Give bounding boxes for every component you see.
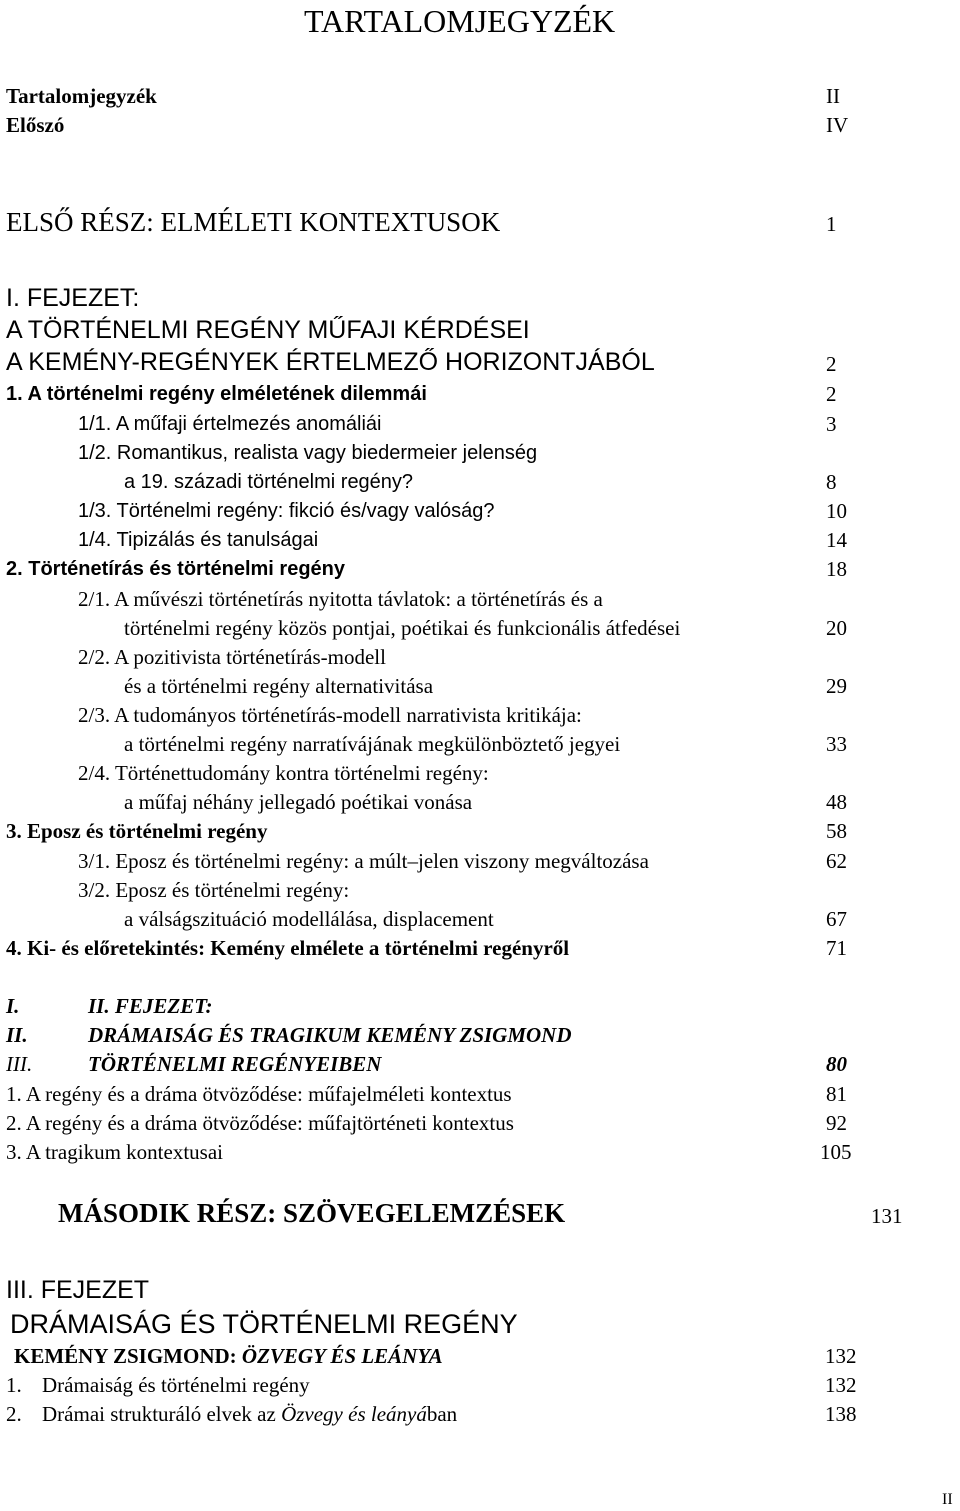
toc-subsection: 1/2. Romantikus, realista vagy biedermeier jelenség xyxy=(78,442,538,464)
toc-subsection-continuation: a történelmi regény narratívájának megkülönböztető jegyei xyxy=(124,732,621,756)
toc-page-number: 20 xyxy=(826,616,847,640)
toc-section-text: Drámai strukturáló elvek az xyxy=(42,1402,282,1426)
toc-section xyxy=(42,1404,457,1425)
page-title: TARTALOMJEGYZÉK xyxy=(304,3,616,39)
toc-subsection-continuation: a 19. századi történelmi regény? xyxy=(124,471,414,493)
chapter-heading-line: I. FEJEZET: xyxy=(6,284,140,312)
toc-subsection-continuation: és a történelmi regény alternativitása xyxy=(124,674,434,698)
chapter-heading-line: A TÖRTÉNELMI REGÉNY MŰFAJI KÉRDÉSEI xyxy=(6,316,530,344)
toc-page-number: 1 xyxy=(826,212,837,236)
toc-subsection-continuation: a válságszituáció modellálása, displacement xyxy=(124,907,494,931)
list-number: II. xyxy=(6,1023,28,1047)
toc-page-number: 8 xyxy=(826,470,837,494)
toc-section: 2. Történetírás és történelmi regény xyxy=(6,558,346,580)
list-number: 1. xyxy=(6,1373,22,1397)
chapter-heading-line: DRÁMAISÁG ÉS TRAGIKUM KEMÉNY ZSIGMOND xyxy=(88,1023,572,1047)
toc-page-number: 71 xyxy=(826,936,847,960)
toc-page-number: 67 xyxy=(826,907,847,931)
part-heading: MÁSODIK RÉSZ: SZÖVEGELEMZÉSEK xyxy=(58,1198,566,1228)
toc-page-number: 2 xyxy=(826,382,837,406)
toc-page-number: 105 xyxy=(820,1140,852,1164)
page-footer-number: II xyxy=(942,1491,953,1508)
toc-subsection: 3/1. Eposz és történelmi regény: a múlt–jelen viszony megváltozása xyxy=(78,849,649,873)
toc-subsection: 2/2. A pozitivista történetírás-modell xyxy=(78,645,386,669)
toc-subsection: 1/4. Tipizálás és tanulságai xyxy=(78,529,319,551)
toc-section: 4. Ki- és előretekintés: Kemény elmélete a történelmi regényről xyxy=(6,936,570,960)
toc-page-number: 131 xyxy=(871,1204,903,1228)
toc-page-number: 81 xyxy=(826,1082,847,1106)
chapter-heading-line xyxy=(14,1346,443,1367)
toc-section: 1. A regény és a dráma ötvöződése: műfajelméleti kontextus xyxy=(6,1082,512,1106)
toc-page-number: 3 xyxy=(826,412,837,436)
list-number: III. xyxy=(6,1052,33,1076)
toc-section: 3. A tragikum kontextusai xyxy=(6,1140,223,1164)
toc-subsection: 2/3. A tudományos történetírás-modell narrativista kritikája: xyxy=(78,703,582,727)
toc-subsection-continuation: a műfaj néhány jellegadó poétikai vonása xyxy=(124,790,473,814)
toc-page-number: 80 xyxy=(826,1052,847,1076)
chapter-heading-author: KEMÉNY ZSIGMOND: xyxy=(14,1344,242,1368)
toc-page-number: 14 xyxy=(826,528,847,552)
chapter-heading-line: II. FEJEZET: xyxy=(88,994,213,1018)
toc-page-number: 132 xyxy=(825,1344,857,1368)
toc-page-number: 132 xyxy=(825,1373,857,1397)
toc-subsection: 3/2. Eposz és történelmi regény: xyxy=(78,878,350,902)
part-heading: ELSŐ RÉSZ: ELMÉLETI KONTEXTUSOK xyxy=(6,207,501,237)
toc-page-number: 33 xyxy=(826,732,847,756)
chapter-heading-line: III. FEJEZET xyxy=(6,1276,150,1304)
toc-page-number: 10 xyxy=(826,499,847,523)
toc-subsection-continuation: történelmi regény közös pontjai, poétikai és funkcionális átfedései xyxy=(124,616,681,640)
toc-section: 2. A regény és a dráma ötvöződése: műfajtörténeti kontextus xyxy=(6,1111,514,1135)
toc-section: Drámaiság és történelmi regény xyxy=(42,1373,310,1397)
toc-page-number: 2 xyxy=(826,352,837,376)
toc-page-number: 138 xyxy=(825,1402,857,1426)
toc-page-number: 92 xyxy=(826,1111,847,1135)
toc-entry-tartalomjegyzek: Tartalomjegyzék xyxy=(6,84,157,108)
toc-section: 1. A történelmi regény elméletének dilemmái xyxy=(6,383,427,405)
toc-page-number: IV xyxy=(826,113,849,137)
chapter-heading-line: TÖRTÉNELMI REGÉNYEIBEN xyxy=(88,1052,382,1076)
chapter-heading-work-title: ÖZVEGY ÉS LEÁNYA xyxy=(241,1344,443,1368)
list-number: I. xyxy=(6,994,20,1018)
chapter-heading-line: DRÁMAISÁG ÉS TÖRTÉNELMI REGÉNY xyxy=(10,1309,518,1339)
toc-page-number: 62 xyxy=(826,849,847,873)
toc-section-suffix: ban xyxy=(426,1402,458,1426)
toc-subsection: 1/1. A műfaji értelmezés anomáliái xyxy=(78,413,382,435)
toc-section: 3. Eposz és történelmi regény xyxy=(6,819,268,843)
toc-page-number: 18 xyxy=(826,557,847,581)
toc-entry-eloszo: Előszó xyxy=(6,113,65,137)
toc-page-number: 58 xyxy=(826,819,847,843)
toc-page-number: 48 xyxy=(826,790,847,814)
chapter-heading-line: A KEMÉNY-REGÉNYEK ÉRTELMEZŐ HORIZONTJÁBÓL xyxy=(6,348,655,376)
toc-subsection: 2/1. A művészi történetírás nyitotta távlatok: a történetírás és a xyxy=(78,587,603,611)
toc-page-number: 29 xyxy=(826,674,847,698)
toc-section-work-title: Özvegy és leányá xyxy=(281,1402,427,1426)
toc-subsection: 2/4. Történettudomány kontra történelmi regény: xyxy=(78,761,489,785)
toc-subsection: 1/3. Történelmi regény: fikció és/vagy valóság? xyxy=(78,500,495,522)
list-number: 2. xyxy=(6,1402,22,1426)
toc-page-number: II xyxy=(826,84,840,108)
